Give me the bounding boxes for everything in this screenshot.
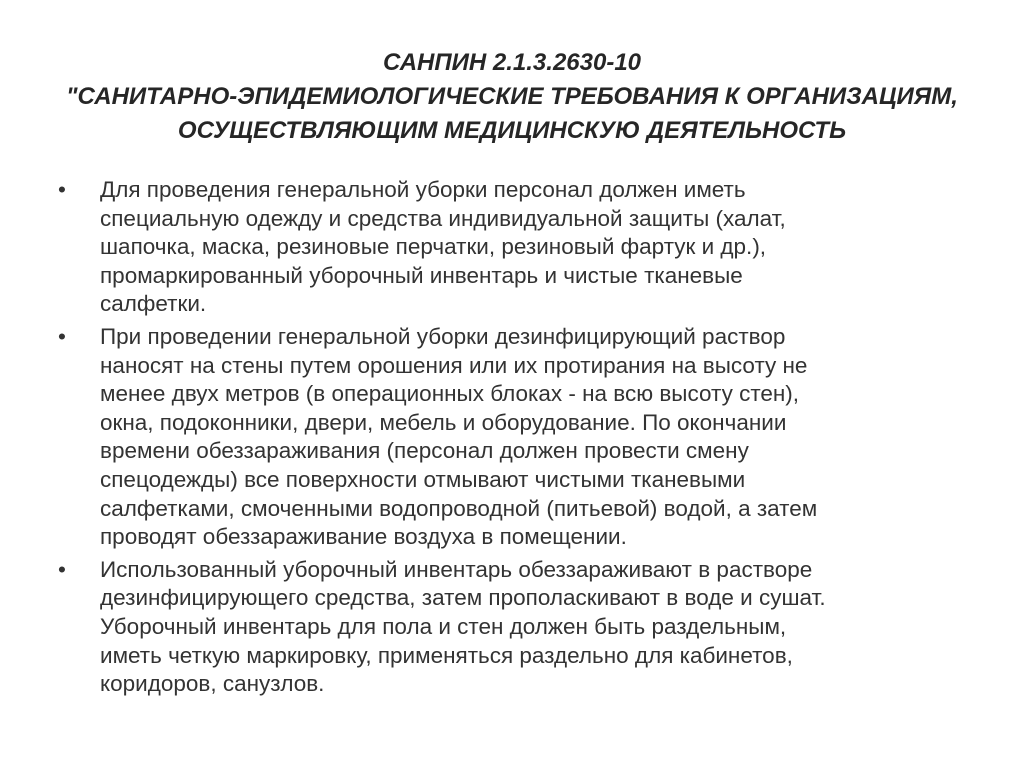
bullet-icon: • [58,323,66,349]
slide-title [40,46,984,148]
bullet-text-line: промаркированный уборочный инвентарь и чистые тканевые [100,262,743,288]
bullet-text-line: салфетки. [100,291,207,317]
bullet-item [58,176,958,319]
bullet-text-line: менее двух метров (в операционных блоках - на всю высоту стен), [100,381,800,407]
bullet-text-line: окна, подоконники, двери, мебель и оборудование. По окончании [100,409,787,435]
bullet-text-line: дезинфицирующего средства, затем прополаскивают в воде и сушат. [100,585,826,611]
title-line: САНПИН 2.1.3.2630-10 [382,49,642,76]
bullet-list [58,176,958,703]
bullet-text-line: салфетками, смоченными водопроводной (питьевой) водой, а затем [100,495,818,521]
bullet-text-line: шапочка, маска, резиновые перчатки, резиновый фартук и др.), [100,234,767,260]
bullet-text-line: При проведении генеральной уборки дезинфицирующий раствор [100,323,786,349]
bullet-item [58,323,958,552]
bullet-text-line: специальную одежду и средства индивидуальной защиты (халат, [100,205,786,231]
bullet-text-line: коридоров, санузлов. [100,671,325,697]
bullet-icon: • [58,177,66,202]
bullet-icon: • [58,556,66,582]
bullet-text-line: спецодежды) все поверхности отмывают чистыми тканевыми [100,466,746,492]
bullet-text-line: Для проведения генеральной уборки персонал должен иметь [100,177,746,202]
bullet-text-line: Использованный уборочный инвентарь обеззараживают в растворе [100,556,813,582]
bullet-text-line: иметь четкую маркировку, применяться раздельно для кабинетов, [100,642,793,668]
title-line: "САНИТАРНО-ЭПИДЕМИОЛОГИЧЕСКИЕ ТРЕБОВАНИЯ К ОРГАНИЗАЦИЯМ, [66,83,958,110]
bullet-text-line: наносят на стены путем орошения или их протирания на высоту не [100,352,808,378]
bullet-text-line: Уборочный инвентарь для пола и стен должен быть раздельным, [100,613,787,639]
bullet-text-line: проводят обеззараживание воздуха в помещении. [100,524,627,550]
bullet-item [58,556,958,699]
title-line: ОСУЩЕСТВЛЯЮЩИМ МЕДИЦИНСКУЮ ДЕЯТЕЛЬНОСТЬ [177,117,847,144]
bullet-text-line: времени обеззараживания (персонал должен провести смену [100,438,749,464]
